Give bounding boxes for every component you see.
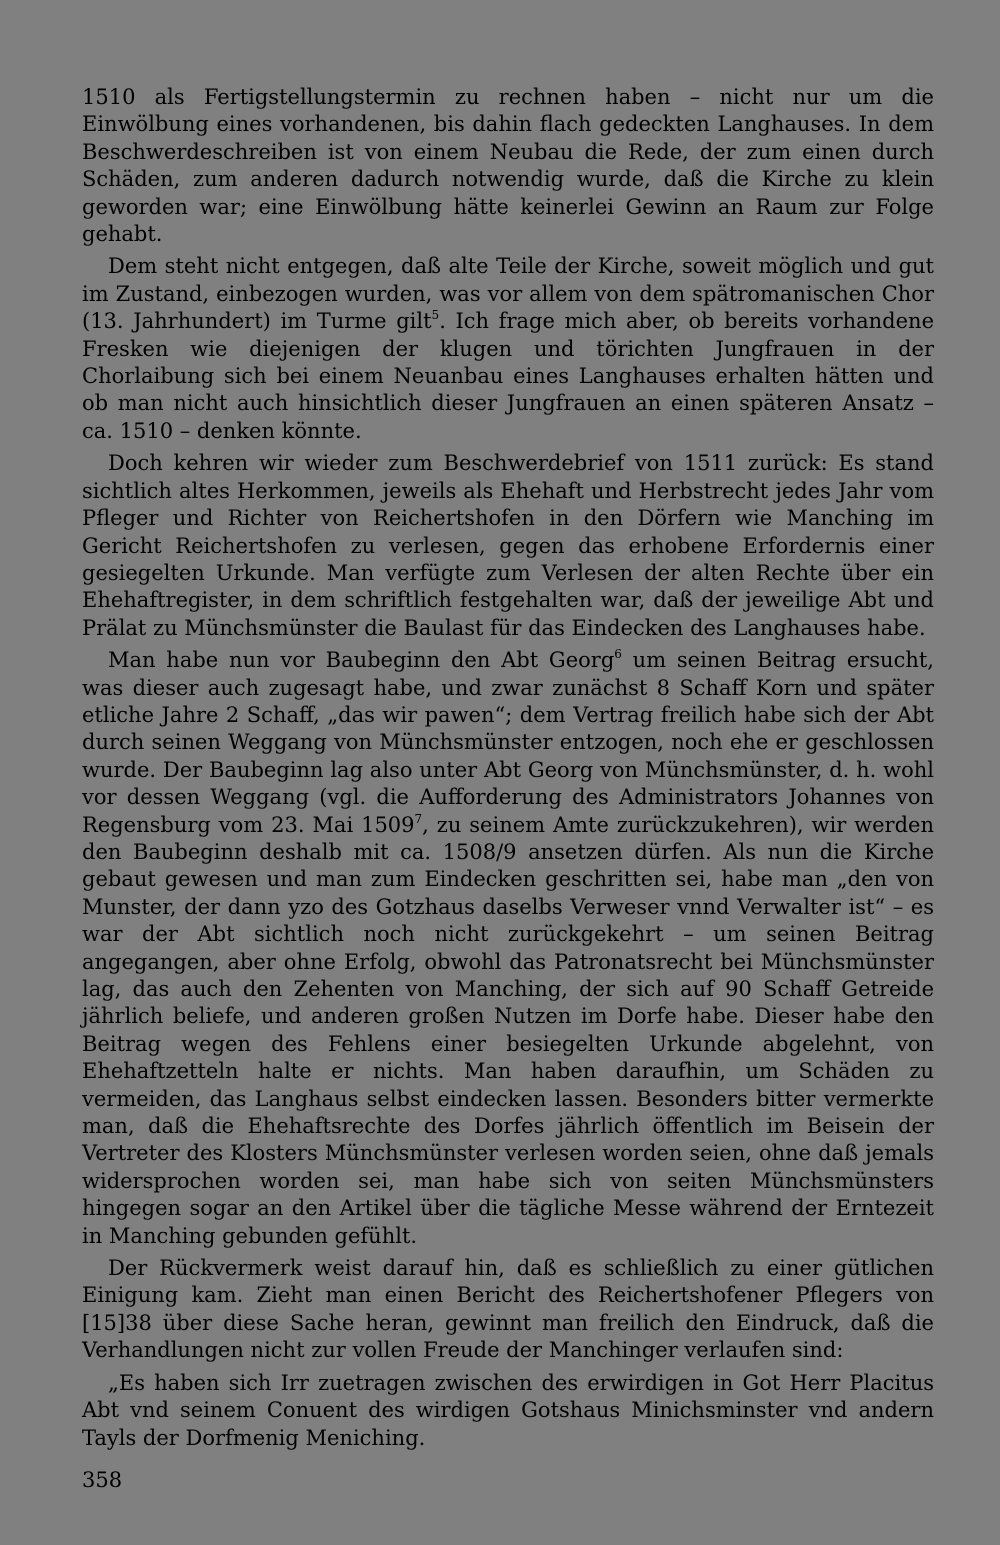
paragraph-1-text: 1510 als Fertigstellungstermin zu rechnen haben – nicht nur um die Einwölbung eines vorhandenen, bis dahin flach gedeckten Langhauses. In dem Beschwerdeschreiben ist von einem Neubau die Rede, der zum einen durch Schäden, zum anderen dadurch notwendig wurde, daß die Kirche zu klein geworden war; eine Einwölbung hätte keinerlei Gewinn an Raum zur Folge gehabt. <box>82 85 934 247</box>
footnote-ref-7: 7 <box>414 811 423 826</box>
paragraph-5-text: Der Rückvermerk weist darauf hin, daß es schließlich zu einer gütlichen Einigung kam. Zieht man einen Bericht des Reichertshofener Pflegers von [15]38 über diese Sache heran, gewinnt man freilich den Eindruck, daß die Verhandlungen nicht zur vollen Freude der Manchinger verlaufen sind: <box>82 1256 934 1363</box>
paragraph-2-text-a: Dem steht nicht entgegen, daß alte Teile der Kirche, soweit möglich und gut im Zustand, einbezogen wurden, was vor allem von dem spätromanischen Chor (13. Jahrhundert) im Turme gilt <box>82 254 934 334</box>
footnote-ref-6: 6 <box>614 647 622 662</box>
page-number: 358 <box>82 1468 123 1492</box>
paragraph-2 <box>82 253 934 445</box>
page-body <box>82 84 934 1457</box>
footnote-ref-5: 5 <box>431 308 440 323</box>
paragraph-6-quote <box>82 1370 934 1452</box>
paragraph-4 <box>82 647 934 1250</box>
paragraph-3 <box>82 450 934 642</box>
paragraph-1 <box>82 84 934 248</box>
paragraph-4-text-a: Man habe nun vor Baubeginn den Abt Georg <box>108 648 615 673</box>
paragraph-4-text-b: um seinen Beitrag ersucht, was dieser auch zugesagt habe, und zwar zunächst 8 Schaff Korn und später etliche Jahre 2 Schaff, „das wir pawen“; dem Vertrag freilich habe sich der Abt durch seinen Weggang von Münchsmünster entzogen, noch ehe er geschlossen wurde. Der Baubeginn lag also unter Abt Georg von Münchsmünster, d. h. wohl vor dessen Weggang (vgl. die Aufforderung des Administrators Johannes von Regensburg vom 23. Mai 1509 <box>82 648 934 837</box>
paragraph-4-text-c: , zu seinem Amte zurückzukehren), wir werden den Baubeginn deshalb mit ca. 1508/9 ansetzen dürfen. Als nun die Kirche gebaut gewesen und man zum Eindecken geschritten sei, habe man „den von Munster, der dann yzo des Gotzhaus daselbs Verweser vnnd Verwalter ist“ – es war der Abt sichtlich noch nicht zurückgekehrt – um seinen Beitrag angegangen, aber ohne Erfolg, obwohl das Patronatsrecht bei Münchsmünster lag, das auch den Zehenten von Manching, der sich auf 90 Schaff Getreide jährlich beliefe, und anderen großen Nutzen im Dorfe habe. Dieser habe den Beitrag wegen des Fehlens einer besiegelten Urkunde abgelehnt, von Ehehaftzetteln halte er nichts. Man haben daraufhin, um Schäden zu vermeiden, das Langhaus selbst eindecken lassen. Besonders bitter vermerkte man, daß die Ehehaftsrechte des Dorfes jährlich öffentlich im Beisein der Vertreter des Klosters Münchsmünster verlesen worden seien, ohne daß jemals widersprochen worden sei, man habe sich von seiten Münchsmünsters hingegen sogar an den Artikel über die tägliche Messe während der Erntezeit in Manching gebunden gefühlt. <box>82 812 934 1248</box>
paragraph-6-text: „Es haben sich Irr zuetragen zwischen des erwirdigen in Got Herr Placitus Abt vnd seinem Conuent des wirdigen Gotshaus Minichsminster vnd andern Tayls der Dorfmenig Meniching. <box>82 1370 934 1450</box>
paragraph-5 <box>82 1255 934 1365</box>
paragraph-3-text: Doch kehren wir wieder zum Beschwerdebrief von 1511 zurück: Es stand sichtlich altes Herkommen, jeweils als Ehehaft und Herbstrecht jedes Jahr vom Pfleger und Richter von Reichertshofen in den Dörfern wie Manching im Gericht Reichertshofen zu verlesen, gegen das erhobene Erfordernis einer gesiegelten Urkunde. Man verfügte zum Verlesen der alten Rechte über ein Ehehaftregister, in dem schriftlich festgehalten war, daß der jeweilige Abt und Prälat zu Münchsmünster die Baulast für das Eindecken des Langhauses habe. <box>82 451 934 640</box>
paragraph-2-text-b: . Ich frage mich aber, ob bereits vorhandene Fresken wie diejenigen der klugen und törichten Jungfrauen in der Chorlaibung sich bei einem Neuanbau eines Langhauses erhalten hätten und ob man nicht auch hinsichtlich dieser Jungfrauen an einen späteren Ansatz – ca. 1510 – denken könnte. <box>82 309 934 443</box>
